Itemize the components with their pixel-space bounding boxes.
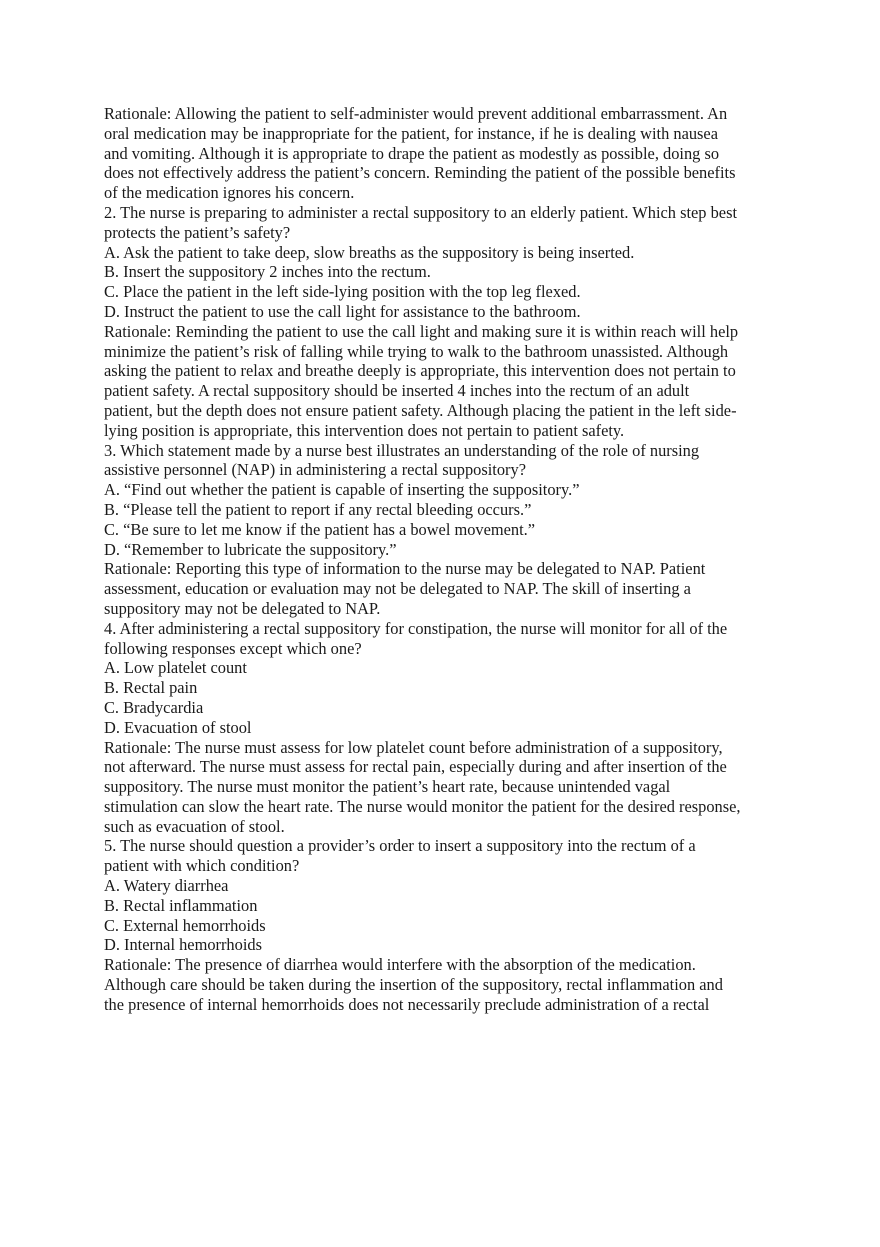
question-3-rationale: Rationale: Reporting this type of information to the nurse may be delegated to NAP. Patient [104,559,706,579]
question-4-option-a: A. Low platelet count [104,658,247,678]
question-4-rationale: suppository. The nurse must monitor the patient’s heart rate, because unintended vagal [104,777,671,797]
question-4-option-c: C. Bradycardia [104,697,204,717]
question-3-stem: 3. Which statement made by a nurse best illustrates an understanding of the role of nursing [104,440,700,460]
text-line: oral medication may be inappropriate for the patient, for instance, if he is dealing with nausea [104,123,718,143]
question-3-rationale: suppository may not be delegated to NAP. [104,598,381,618]
question-4-rationale: such as evacuation of stool. [104,816,285,836]
question-5-option-c: C. External hemorrhoids [104,915,266,935]
question-5-rationale: Although care should be taken during the insertion of the suppository, rectal inflammation and [104,975,723,995]
question-2-rationale: minimize the patient’s risk of falling while trying to walk to the bathroom unassisted. Although [104,341,729,361]
question-2-rationale: patient, but the depth does not ensure patient safety. Although placing the patient in the left side- [104,400,737,420]
question-2-option-b: B. Insert the suppository 2 inches into the rectum. [104,262,431,282]
question-2-option-c: C. Place the patient in the left side-lying position with the top leg flexed. [104,282,581,302]
question-4-stem: following responses except which one? [104,638,362,658]
question-2-stem: protects the patient’s safety? [104,222,291,242]
question-3-option-b: B. “Please tell the patient to report if any rectal bleeding occurs.” [104,499,532,519]
question-3-stem: assistive personnel (NAP) in administering a rectal suppository? [104,460,526,480]
question-2-rationale: asking the patient to relax and breathe deeply is appropriate, this intervention does not pertain to [104,361,736,381]
question-3-option-d: D. “Remember to lubricate the suppository.” [104,539,397,559]
question-2-option-d: D. Instruct the patient to use the call light for assistance to the bathroom. [104,301,581,321]
question-5-stem: 5. The nurse should question a provider’s order to insert a suppository into the rectum of a [104,836,696,856]
text-line: does not effectively address the patient’s concern. Reminding the patient of the possible benefits [104,163,736,183]
question-5-option-b: B. Rectal inflammation [104,895,258,915]
question-2-rationale: lying position is appropriate, this intervention does not pertain to patient safety. [104,420,625,440]
question-4-option-d: D. Evacuation of stool [104,717,252,737]
question-3-rationale: assessment, education or evaluation may not be delegated to NAP. The skill of inserting a [104,579,691,599]
question-4-rationale: stimulation can slow the heart rate. The nurse would monitor the patient for the desired response, [104,796,741,816]
question-3-option-c: C. “Be sure to let me know if the patient has a bowel movement.” [104,519,536,539]
question-5-rationale: the presence of internal hemorrhoids does not necessarily preclude administration of a rectal [104,994,710,1014]
question-4-rationale: not afterward. The nurse must assess for rectal pain, especially during and after insertion of the [104,757,727,777]
question-5-option-a: A. Watery diarrhea [104,876,229,896]
text-line: Rationale: Allowing the patient to self-administer would prevent additional embarrassment. An [104,104,728,123]
question-5-stem: patient with which condition? [104,856,300,876]
question-2-option-a: A. Ask the patient to take deep, slow breaths as the suppository is being inserted. [104,242,635,262]
question-3-option-a: A. “Find out whether the patient is capable of inserting the suppository.” [104,480,580,500]
question-2-stem: 2. The nurse is preparing to administer a rectal suppository to an elderly patient. Which step best [104,202,737,222]
question-4-rationale: Rationale: The nurse must assess for low platelet count before administration of a suppository, [104,737,723,757]
question-4-option-b: B. Rectal pain [104,678,198,698]
text-line: of the medication ignores his concern. [104,183,355,203]
document-page [104,104,784,1015]
question-5-option-d: D. Internal hemorrhoids [104,935,262,955]
question-2-rationale: patient safety. A rectal suppository should be inserted 4 inches into the rectum of an adult [104,381,690,401]
question-5-rationale: Rationale: The presence of diarrhea would interfere with the absorption of the medication. [104,955,696,975]
question-2-rationale: Rationale: Reminding the patient to use the call light and making sure it is within reach will help [104,321,739,341]
question-4-stem: 4. After administering a rectal suppository for constipation, the nurse will monitor for all of the [104,618,728,638]
text-line: and vomiting. Although it is appropriate to drape the patient as modestly as possible, doing so [104,143,720,163]
